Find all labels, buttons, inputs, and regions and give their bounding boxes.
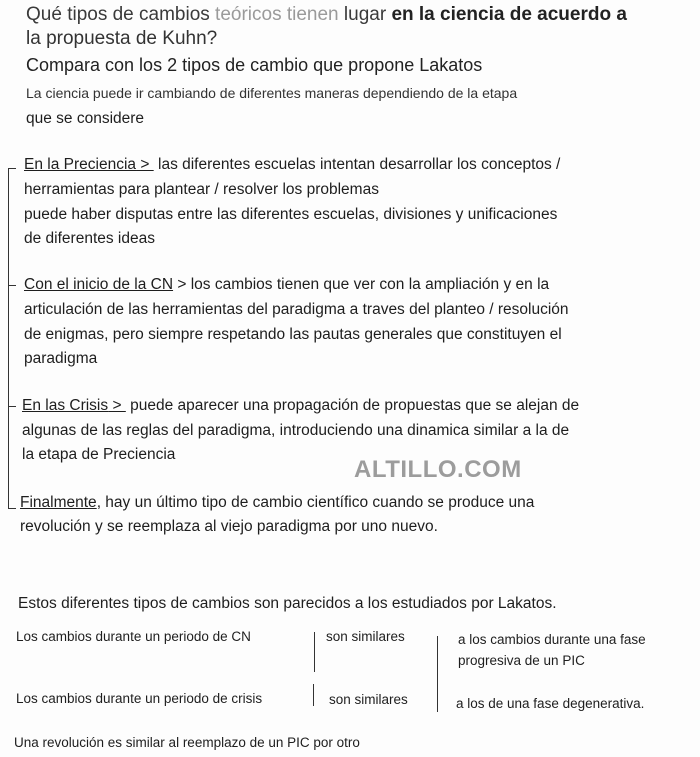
section-cn-line-3: de enigmas, pero siempre respetando las pautas generales que constituyen el	[24, 326, 562, 343]
section-text: las diferentes escuelas intentan desarrollar los conceptos /	[158, 156, 561, 173]
section-text: los cambios tienen que ver con la ampliación y en la	[190, 276, 550, 293]
section-text: puede aparecer una propagación de propuestas que se alejan de	[130, 397, 580, 414]
section-finalmente-line-1	[20, 494, 534, 512]
comparison-row1-left: Los cambios durante un periodo de CN	[16, 629, 251, 644]
comparison-row2-right: a los de una fase degenerativa.	[456, 696, 645, 711]
section-cn-line-1	[24, 276, 549, 294]
section-crisis-line-2: algunas de las reglas del paradigma, introduciendo una dinamica similar a la de	[22, 422, 570, 439]
comparison-row1-right2: progresiva de un PIC	[458, 653, 585, 668]
section-preciencia-line-1	[24, 156, 560, 174]
section-finalmente-line-2: revolución y se reemplaza al viejo paradigma por uno nuevo.	[20, 518, 438, 535]
bracket-tick-4	[8, 508, 16, 509]
question-line-3: Compara con los 2 tipos de cambio que propone Lakatos	[26, 55, 483, 75]
section-arrow: >	[108, 397, 126, 414]
comparison-last: Una revolución es similar al reemplazo de un PIC por otro	[14, 735, 360, 750]
divider-right	[437, 636, 438, 712]
question-text-a: Qué tipos de cambios	[26, 4, 210, 25]
section-heading: Con el inicio de la CN	[24, 276, 174, 293]
section-preciencia-line-4: de diferentes ideas	[24, 230, 155, 247]
intro-line-1: La ciencia puede ir cambiando de diferentes maneras dependiendo de la etapa	[26, 85, 518, 101]
divider-left-row1	[314, 632, 315, 672]
comparison-row1-right1: a los cambios durante una fase	[458, 632, 646, 647]
question-text-b: lugar	[338, 4, 392, 25]
section-preciencia-line-3: puede haber disputas entre las diferentes escuelas, divisiones y unificaciones	[24, 206, 558, 223]
watermark: ALTILLO.COM	[354, 456, 522, 483]
comparison-row2-left: Los cambios durante un periodo de crisis	[16, 691, 263, 706]
section-heading: En las Crisis	[22, 397, 109, 414]
section-cn-line-4: paradigma	[24, 350, 98, 367]
section-crisis-line-3: la etapa de Preciencia	[22, 446, 176, 463]
question-line-1	[26, 4, 627, 26]
intro-line-2: que se considere	[26, 110, 145, 127]
section-arrow: >	[173, 276, 191, 293]
comparison-title: Estos diferentes tipos de cambios son parecidos a los estudiados por Lakatos.	[18, 595, 557, 612]
question-text-bold: en la ciencia de acuerdo a	[391, 4, 627, 25]
question-text-faded: teóricos tienen	[209, 4, 339, 25]
bracket-tick-1	[8, 168, 16, 169]
question-line-2: la propuesta de Kuhn?	[26, 28, 218, 49]
divider-left-row2	[313, 684, 314, 706]
section-cn-line-2: articulación de las herramientas del paradigma a traves del planteo / resolución	[24, 301, 569, 318]
section-preciencia-line-2: herramientas para plantear / resolver los problemas	[24, 181, 379, 198]
comparison-row1-mid: son similares	[326, 629, 405, 644]
bracket-tick-2	[8, 285, 16, 286]
left-bracket	[8, 168, 17, 508]
section-crisis-line-1	[22, 397, 579, 415]
section-arrow: >	[136, 156, 154, 173]
section-heading: Finalmente	[20, 494, 97, 511]
section-text: , hay un último tipo de cambio científico cuando se produce una	[96, 494, 535, 511]
section-heading: En la Preciencia	[24, 156, 137, 173]
comparison-row2-mid: son similares	[329, 692, 408, 707]
bracket-tick-3	[8, 406, 16, 407]
